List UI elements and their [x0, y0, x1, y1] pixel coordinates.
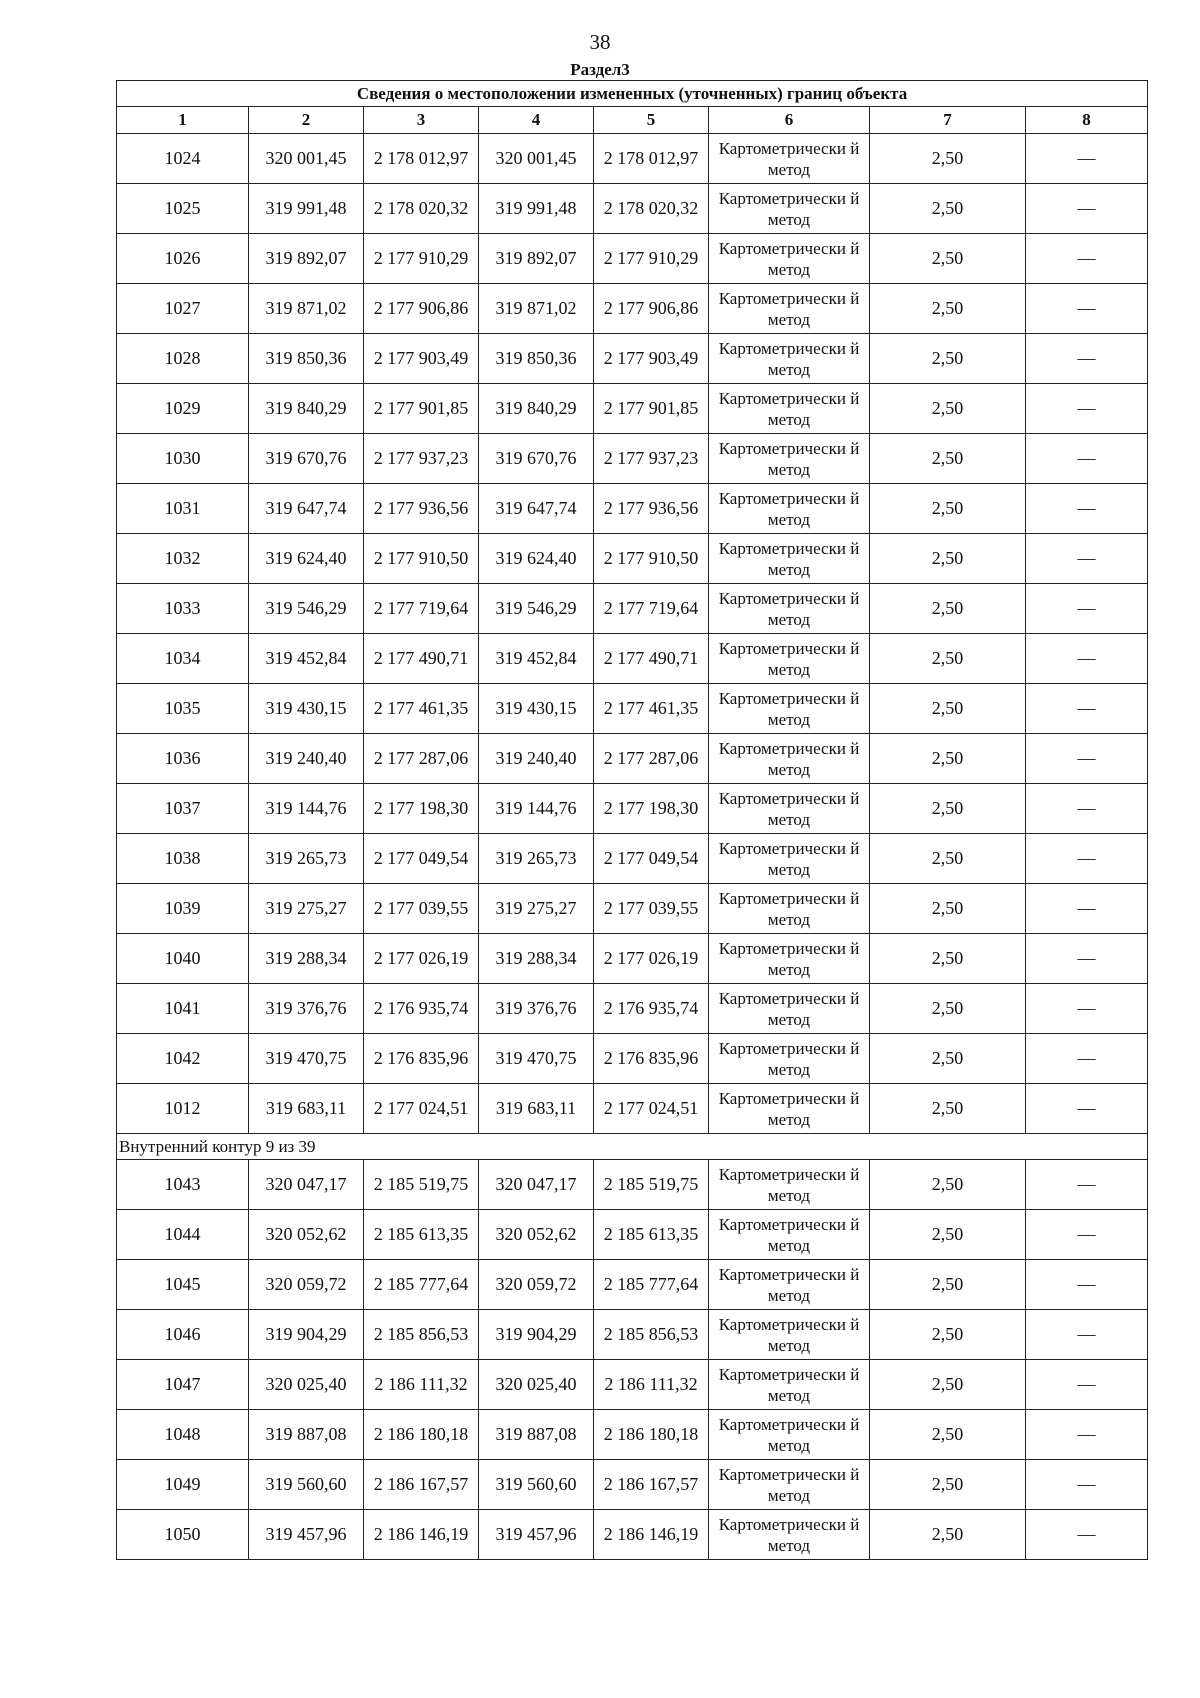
method-cell: Картометрически й метод — [709, 1084, 870, 1134]
point-number-cell: 1033 — [117, 584, 249, 634]
note-cell: — — [1026, 1460, 1148, 1510]
old-y-cell: 2 176 935,74 — [364, 984, 479, 1034]
table-row — [117, 784, 1148, 834]
method-cell: Картометрически й метод — [709, 734, 870, 784]
table-row — [117, 1034, 1148, 1084]
table-row — [117, 534, 1148, 584]
old-y-cell: 2 177 910,50 — [364, 534, 479, 584]
point-number-cell: 1036 — [117, 734, 249, 784]
table-row — [117, 184, 1148, 234]
note-cell: — — [1026, 134, 1148, 184]
table-row — [117, 984, 1148, 1034]
new-x-cell: 319 887,08 — [479, 1410, 594, 1460]
old-x-cell: 319 871,02 — [249, 284, 364, 334]
new-x-cell: 319 840,29 — [479, 384, 594, 434]
old-x-cell: 320 047,17 — [249, 1160, 364, 1210]
note-cell: — — [1026, 284, 1148, 334]
old-x-cell: 319 288,34 — [249, 934, 364, 984]
new-y-cell: 2 177 049,54 — [594, 834, 709, 884]
point-number-cell: 1035 — [117, 684, 249, 734]
new-x-cell: 319 683,11 — [479, 1084, 594, 1134]
accuracy-cell: 2,50 — [870, 1360, 1026, 1410]
method-cell: Картометрически й метод — [709, 534, 870, 584]
old-x-cell: 319 991,48 — [249, 184, 364, 234]
new-x-cell: 319 430,15 — [479, 684, 594, 734]
point-number-cell: 1042 — [117, 1034, 249, 1084]
page-number: 38 — [589, 30, 611, 54]
old-y-cell: 2 186 111,32 — [364, 1360, 479, 1410]
table-row — [117, 734, 1148, 784]
new-y-cell: 2 176 935,74 — [594, 984, 709, 1034]
point-number-cell: 1030 — [117, 434, 249, 484]
old-x-cell: 319 683,11 — [249, 1084, 364, 1134]
table-row — [117, 834, 1148, 884]
note-cell: — — [1026, 534, 1148, 584]
new-x-cell: 319 376,76 — [479, 984, 594, 1034]
old-y-cell: 2 177 287,06 — [364, 734, 479, 784]
new-x-cell: 319 452,84 — [479, 634, 594, 684]
point-number-cell: 1040 — [117, 934, 249, 984]
accuracy-cell: 2,50 — [870, 1034, 1026, 1084]
old-x-cell: 319 560,60 — [249, 1460, 364, 1510]
accuracy-cell: 2,50 — [870, 1210, 1026, 1260]
accuracy-cell: 2,50 — [870, 584, 1026, 634]
column-number: 3 — [364, 107, 479, 134]
old-x-cell: 319 144,76 — [249, 784, 364, 834]
table-row — [117, 1360, 1148, 1410]
note-cell: — — [1026, 1260, 1148, 1310]
new-y-cell: 2 186 180,18 — [594, 1410, 709, 1460]
old-x-cell: 320 059,72 — [249, 1260, 364, 1310]
old-y-cell: 2 177 049,54 — [364, 834, 479, 884]
accuracy-cell: 2,50 — [870, 784, 1026, 834]
old-x-cell: 319 452,84 — [249, 634, 364, 684]
old-y-cell: 2 185 856,53 — [364, 1310, 479, 1360]
accuracy-cell: 2,50 — [870, 1510, 1026, 1560]
point-number-cell: 1047 — [117, 1360, 249, 1410]
table-row — [117, 1510, 1148, 1560]
point-number-cell: 1026 — [117, 234, 249, 284]
new-x-cell: 319 546,29 — [479, 584, 594, 634]
method-cell: Картометрически й метод — [709, 1460, 870, 1510]
old-y-cell: 2 177 937,23 — [364, 434, 479, 484]
table-row — [117, 934, 1148, 984]
accuracy-cell: 2,50 — [870, 1460, 1026, 1510]
new-y-cell: 2 177 910,29 — [594, 234, 709, 284]
old-x-cell: 320 052,62 — [249, 1210, 364, 1260]
note-cell: — — [1026, 584, 1148, 634]
method-cell: Картометрически й метод — [709, 1160, 870, 1210]
method-cell: Картометрически й метод — [709, 1034, 870, 1084]
accuracy-cell: 2,50 — [870, 284, 1026, 334]
new-x-cell: 320 025,40 — [479, 1360, 594, 1410]
new-x-cell: 319 670,76 — [479, 434, 594, 484]
old-x-cell: 319 240,40 — [249, 734, 364, 784]
new-x-cell: 319 240,40 — [479, 734, 594, 784]
point-number-cell: 1046 — [117, 1310, 249, 1360]
accuracy-cell: 2,50 — [870, 184, 1026, 234]
point-number-cell: 1041 — [117, 984, 249, 1034]
accuracy-cell: 2,50 — [870, 1310, 1026, 1360]
new-y-cell: 2 177 901,85 — [594, 384, 709, 434]
column-number: 8 — [1026, 107, 1148, 134]
method-cell: Картометрически й метод — [709, 684, 870, 734]
point-number-cell: 1037 — [117, 784, 249, 834]
table-row — [117, 1410, 1148, 1460]
note-cell: — — [1026, 884, 1148, 934]
old-y-cell: 2 177 490,71 — [364, 634, 479, 684]
method-cell: Картометрически й метод — [709, 1510, 870, 1560]
new-y-cell: 2 177 287,06 — [594, 734, 709, 784]
column-number: 1 — [117, 107, 249, 134]
new-y-cell: 2 178 012,97 — [594, 134, 709, 184]
note-cell: — — [1026, 984, 1148, 1034]
note-cell: — — [1026, 1410, 1148, 1460]
old-x-cell: 319 892,07 — [249, 234, 364, 284]
method-cell: Картометрически й метод — [709, 1260, 870, 1310]
method-cell: Картометрически й метод — [709, 934, 870, 984]
method-cell: Картометрически й метод — [709, 134, 870, 184]
note-cell: — — [1026, 434, 1148, 484]
note-cell: — — [1026, 834, 1148, 884]
new-y-cell: 2 178 020,32 — [594, 184, 709, 234]
method-cell: Картометрически й метод — [709, 1360, 870, 1410]
new-y-cell: 2 185 777,64 — [594, 1260, 709, 1310]
new-x-cell: 319 457,96 — [479, 1510, 594, 1560]
accuracy-cell: 2,50 — [870, 884, 1026, 934]
note-cell: — — [1026, 1084, 1148, 1134]
note-cell: — — [1026, 334, 1148, 384]
accuracy-cell: 2,50 — [870, 1410, 1026, 1460]
new-x-cell: 319 265,73 — [479, 834, 594, 884]
note-cell: — — [1026, 784, 1148, 834]
old-y-cell: 2 177 198,30 — [364, 784, 479, 834]
table-row — [117, 434, 1148, 484]
old-x-cell: 319 904,29 — [249, 1310, 364, 1360]
point-number-cell: 1044 — [117, 1210, 249, 1260]
new-y-cell: 2 177 026,19 — [594, 934, 709, 984]
accuracy-cell: 2,50 — [870, 1260, 1026, 1310]
new-x-cell: 319 470,75 — [479, 1034, 594, 1084]
point-number-cell: 1039 — [117, 884, 249, 934]
new-y-cell: 2 177 719,64 — [594, 584, 709, 634]
method-cell: Картометрически й метод — [709, 234, 870, 284]
old-x-cell: 320 025,40 — [249, 1360, 364, 1410]
new-y-cell: 2 185 613,35 — [594, 1210, 709, 1260]
new-x-cell: 319 560,60 — [479, 1460, 594, 1510]
new-x-cell: 319 647,74 — [479, 484, 594, 534]
note-cell: — — [1026, 484, 1148, 534]
column-number: 6 — [709, 107, 870, 134]
accuracy-cell: 2,50 — [870, 634, 1026, 684]
old-x-cell: 319 376,76 — [249, 984, 364, 1034]
old-y-cell: 2 176 835,96 — [364, 1034, 479, 1084]
point-number-cell: 1049 — [117, 1460, 249, 1510]
new-y-cell: 2 177 490,71 — [594, 634, 709, 684]
new-x-cell: 319 991,48 — [479, 184, 594, 234]
new-x-cell: 320 059,72 — [479, 1260, 594, 1310]
new-x-cell: 320 047,17 — [479, 1160, 594, 1210]
method-cell: Картометрически й метод — [709, 834, 870, 884]
old-x-cell: 319 470,75 — [249, 1034, 364, 1084]
new-y-cell: 2 185 519,75 — [594, 1160, 709, 1210]
new-y-cell: 2 186 167,57 — [594, 1460, 709, 1510]
method-cell: Картометрически й метод — [709, 1410, 870, 1460]
table-row — [117, 1210, 1148, 1260]
accuracy-cell: 2,50 — [870, 534, 1026, 584]
old-y-cell: 2 186 167,57 — [364, 1460, 479, 1510]
old-x-cell: 319 840,29 — [249, 384, 364, 434]
method-cell: Картометрически й метод — [709, 634, 870, 684]
old-y-cell: 2 177 461,35 — [364, 684, 479, 734]
note-cell: — — [1026, 184, 1148, 234]
note-cell: — — [1026, 234, 1148, 284]
table-caption: Сведения о местоположении измененных (уточненных) границ объекта — [117, 81, 1148, 107]
old-y-cell: 2 185 613,35 — [364, 1210, 479, 1260]
table-caption-row — [117, 81, 1148, 107]
accuracy-cell: 2,50 — [870, 1160, 1026, 1210]
contour-label: Внутренний контур 9 из 39 — [117, 1134, 1148, 1160]
note-cell: — — [1026, 634, 1148, 684]
point-number-cell: 1045 — [117, 1260, 249, 1310]
old-y-cell: 2 177 903,49 — [364, 334, 479, 384]
point-number-cell: 1025 — [117, 184, 249, 234]
new-y-cell: 2 177 024,51 — [594, 1084, 709, 1134]
new-y-cell: 2 177 903,49 — [594, 334, 709, 384]
accuracy-cell: 2,50 — [870, 934, 1026, 984]
point-number-cell: 1034 — [117, 634, 249, 684]
accuracy-cell: 2,50 — [870, 834, 1026, 884]
accuracy-cell: 2,50 — [870, 1084, 1026, 1134]
column-number: 2 — [249, 107, 364, 134]
old-y-cell: 2 177 719,64 — [364, 584, 479, 634]
old-x-cell: 319 670,76 — [249, 434, 364, 484]
note-cell: — — [1026, 934, 1148, 984]
accuracy-cell: 2,50 — [870, 334, 1026, 384]
note-cell: — — [1026, 684, 1148, 734]
new-x-cell: 319 904,29 — [479, 1310, 594, 1360]
new-y-cell: 2 177 198,30 — [594, 784, 709, 834]
column-number: 7 — [870, 107, 1026, 134]
table-row — [117, 684, 1148, 734]
old-y-cell: 2 178 012,97 — [364, 134, 479, 184]
column-number: 4 — [479, 107, 594, 134]
method-cell: Картометрически й метод — [709, 584, 870, 634]
old-y-cell: 2 177 910,29 — [364, 234, 479, 284]
table-row — [117, 134, 1148, 184]
new-y-cell: 2 176 835,96 — [594, 1034, 709, 1084]
old-x-cell: 319 624,40 — [249, 534, 364, 584]
new-y-cell: 2 177 937,23 — [594, 434, 709, 484]
new-y-cell: 2 185 856,53 — [594, 1310, 709, 1360]
note-cell: — — [1026, 1210, 1148, 1260]
accuracy-cell: 2,50 — [870, 984, 1026, 1034]
method-cell: Картометрически й метод — [709, 284, 870, 334]
old-x-cell: 319 265,73 — [249, 834, 364, 884]
old-x-cell: 319 275,27 — [249, 884, 364, 934]
accuracy-cell: 2,50 — [870, 434, 1026, 484]
new-x-cell: 319 275,27 — [479, 884, 594, 934]
note-cell: — — [1026, 384, 1148, 434]
method-cell: Картометрически й метод — [709, 384, 870, 434]
note-cell: — — [1026, 1310, 1148, 1360]
old-x-cell: 319 430,15 — [249, 684, 364, 734]
old-x-cell: 319 647,74 — [249, 484, 364, 534]
table-row — [117, 334, 1148, 384]
old-y-cell: 2 185 777,64 — [364, 1260, 479, 1310]
note-cell: — — [1026, 1360, 1148, 1410]
new-y-cell: 2 186 111,32 — [594, 1360, 709, 1410]
new-y-cell: 2 186 146,19 — [594, 1510, 709, 1560]
point-number-cell: 1027 — [117, 284, 249, 334]
point-number-cell: 1050 — [117, 1510, 249, 1560]
old-y-cell: 2 177 024,51 — [364, 1084, 479, 1134]
table-row — [117, 1460, 1148, 1510]
new-y-cell: 2 177 039,55 — [594, 884, 709, 934]
new-y-cell: 2 177 936,56 — [594, 484, 709, 534]
point-number-cell: 1028 — [117, 334, 249, 384]
old-y-cell: 2 185 519,75 — [364, 1160, 479, 1210]
point-number-cell: 1038 — [117, 834, 249, 884]
new-x-cell: 319 144,76 — [479, 784, 594, 834]
new-y-cell: 2 177 910,50 — [594, 534, 709, 584]
point-number-cell: 1031 — [117, 484, 249, 534]
method-cell: Картометрически й метод — [709, 484, 870, 534]
table-row — [117, 1260, 1148, 1310]
method-cell: Картометрически й метод — [709, 984, 870, 1034]
new-x-cell: 320 001,45 — [479, 134, 594, 184]
note-cell: — — [1026, 1160, 1148, 1210]
point-number-cell: 1032 — [117, 534, 249, 584]
accuracy-cell: 2,50 — [870, 384, 1026, 434]
table-row — [117, 484, 1148, 534]
accuracy-cell: 2,50 — [870, 134, 1026, 184]
point-number-cell: 1048 — [117, 1410, 249, 1460]
new-x-cell: 319 892,07 — [479, 234, 594, 284]
table-row — [117, 284, 1148, 334]
old-x-cell: 319 546,29 — [249, 584, 364, 634]
method-cell: Картометрически й метод — [709, 784, 870, 834]
old-x-cell: 319 887,08 — [249, 1410, 364, 1460]
method-cell: Картометрически й метод — [709, 884, 870, 934]
table-row — [117, 884, 1148, 934]
note-cell: — — [1026, 734, 1148, 784]
contour-row — [117, 1134, 1148, 1160]
method-cell: Картометрически й метод — [709, 434, 870, 484]
note-cell: — — [1026, 1510, 1148, 1560]
table-row — [117, 234, 1148, 284]
column-number-row — [117, 107, 1148, 134]
new-y-cell: 2 177 461,35 — [594, 684, 709, 734]
old-y-cell: 2 177 026,19 — [364, 934, 479, 984]
old-x-cell: 319 850,36 — [249, 334, 364, 384]
point-number-cell: 1012 — [117, 1084, 249, 1134]
method-cell: Картометрически й метод — [709, 334, 870, 384]
method-cell: Картометрически й метод — [709, 1210, 870, 1260]
method-cell: Картометрически й метод — [709, 184, 870, 234]
new-x-cell: 320 052,62 — [479, 1210, 594, 1260]
accuracy-cell: 2,50 — [870, 484, 1026, 534]
old-y-cell: 2 186 180,18 — [364, 1410, 479, 1460]
new-x-cell: 319 288,34 — [479, 934, 594, 984]
new-y-cell: 2 177 906,86 — [594, 284, 709, 334]
old-y-cell: 2 177 039,55 — [364, 884, 479, 934]
accuracy-cell: 2,50 — [870, 684, 1026, 734]
table-row — [117, 634, 1148, 684]
new-x-cell: 319 850,36 — [479, 334, 594, 384]
old-x-cell: 319 457,96 — [249, 1510, 364, 1560]
old-y-cell: 2 178 020,32 — [364, 184, 479, 234]
coordinates-table — [116, 80, 1148, 1560]
point-number-cell: 1024 — [117, 134, 249, 184]
table-row — [117, 1310, 1148, 1360]
old-y-cell: 2 177 906,86 — [364, 284, 479, 334]
new-x-cell: 319 871,02 — [479, 284, 594, 334]
method-cell: Картометрически й метод — [709, 1310, 870, 1360]
table-row — [117, 384, 1148, 434]
table-row — [117, 1160, 1148, 1210]
accuracy-cell: 2,50 — [870, 234, 1026, 284]
table-row — [117, 584, 1148, 634]
accuracy-cell: 2,50 — [870, 734, 1026, 784]
table-body — [117, 81, 1148, 1560]
old-y-cell: 2 186 146,19 — [364, 1510, 479, 1560]
table-row — [117, 1084, 1148, 1134]
section-title: Раздел3 — [570, 60, 630, 79]
point-number-cell: 1029 — [117, 384, 249, 434]
new-x-cell: 319 624,40 — [479, 534, 594, 584]
old-x-cell: 320 001,45 — [249, 134, 364, 184]
note-cell: — — [1026, 1034, 1148, 1084]
old-y-cell: 2 177 936,56 — [364, 484, 479, 534]
point-number-cell: 1043 — [117, 1160, 249, 1210]
column-number: 5 — [594, 107, 709, 134]
old-y-cell: 2 177 901,85 — [364, 384, 479, 434]
